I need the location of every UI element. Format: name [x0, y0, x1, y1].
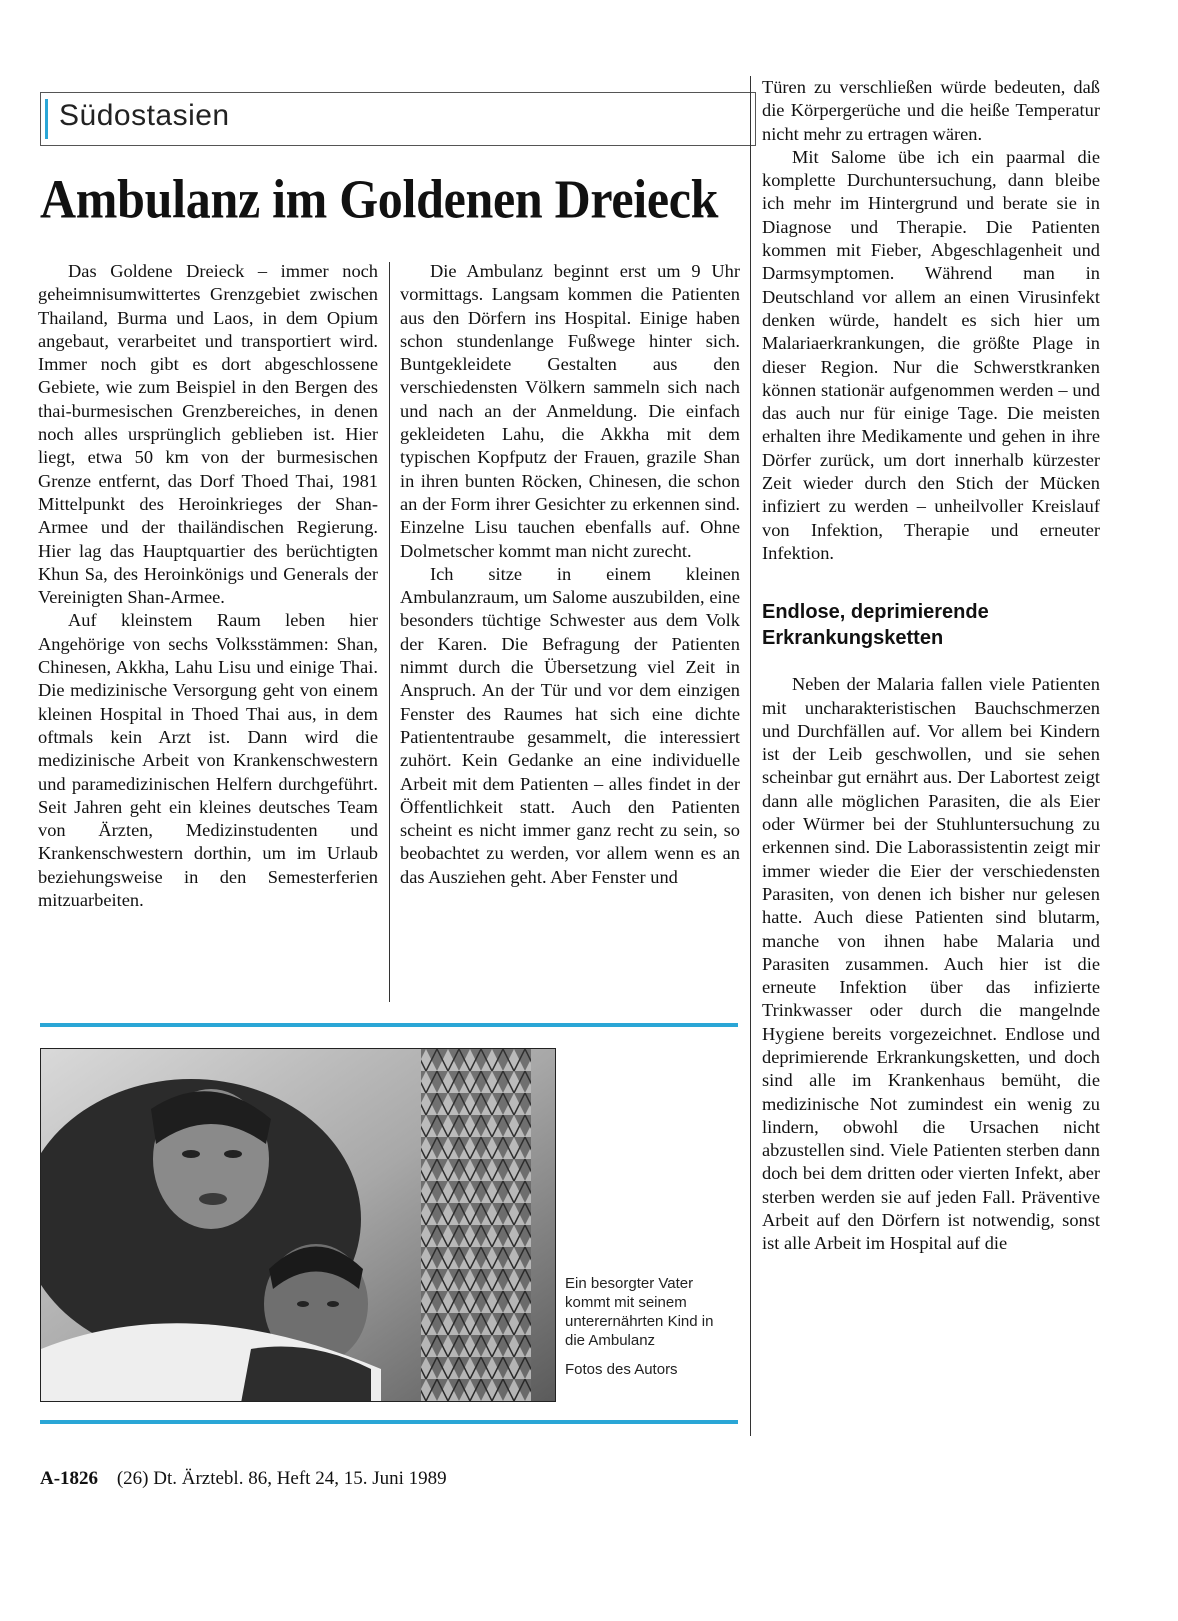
paragraph: Die Ambulanz beginnt erst um 9 Uhr vormittags. Langsam kommen die Patienten aus den Dörfern ins Hospital. Einige haben schon stundenlange Fußwege hinter sich. Buntgekleidete Gestalten aus den verschiedensten Völkern sammeln sich nach und nach an der Anmeldung. Die einfach gekleideten Lahu, die Akkha mit dem typischen Kopfputz der Frauen, grazile Shan in ihren bunten Röcken, Chinesen, die schon an der Form ihrer Gesichter zu erkennen sind. Einzelne Lisu tauchen ebenfalls auf. Ohne Dolmetscher kommt man nicht zurecht.	[400, 261, 740, 561]
paragraph: Mit Salome übe ich ein paarmal die komplette Durchuntersuchung, dann bleibe ich mehr im Hintergrund und berate sie in Diagnose und Therapie. Die Patienten kommen mit Fieber, Abgeschlagenheit und Darmsymptomen. Während man in Deutschland vor allem an einen Virusinfekt denken würde, handelt es sich hier um Malariaerkrankungen, die größte Plage in dieser Region. Nur die Schwerstkranken können stationär aufgenommen werden – und das auch nur für einige Tage. Die meisten erhalten ihre Medikamente und gehen in ihre Dörfer zurück, um dort innerhalb kürzester Zeit wieder durch den Stich der Mücken infiziert zu werden – unheilvoller Kreislauf von Infektion, Therapie und erneuter Infektion.	[762, 146, 1100, 563]
photo-rule-bottom	[40, 1420, 738, 1424]
journal-citation: (26) Dt. Ärztebl. 86, Heft 24, 15. Juni 1989	[116, 1468, 447, 1489]
photo-credit: Fotos des Autors	[565, 1361, 678, 1378]
section-accent-bar	[45, 99, 48, 139]
paragraph: Auf kleinstem Raum leben hier Angehörige von sechs Volksstämmen: Shan, Chinesen, Akkha, Lahu Lisu und einige Thai. Die medizinische Versorgung geht von einem kleinen Hospital in Thoed Thai aus, in dem oftmals kein Arzt ist. Dann wird die medizinische Arbeit von Krankenschwestern und paramedizinischen Helfern durchgeführt. Seit Jahren geht ein kleines deutsches Team von Ärzten, Medizinstudenten und Krankenschwestern dorthin, um im Urlaub beziehungsweise in den Semesterferien mitzuarbeiten.	[38, 610, 378, 911]
column-3	[762, 76, 1100, 1256]
page-footer	[40, 1468, 447, 1490]
paragraph: Neben der Malaria fallen viele Patienten mit uncharakteristischen Bauchschmerzen und Durchfällen auf. Vor allem bei Kindern ist der Leib geschwollen, und sie sehen scheinbar gut ernährt aus. Der Labortest zeigt dann alle möglichen Parasiten, die als Eier oder Würmer bei der Stuhluntersuchung zu erkennen sind. Die Laborassistentin zeigt mir immer wieder die Eier der verschiedensten Parasiten, von denen ich bisher nur gelesen hatte. Auch diese Patienten sind blutarm, manche von ihnen habe Malaria und Parasiten zusammen. Auch hier ist die erneute Infektion über das infizierte Trinkwasser oder durch die mangelnde Hygiene bereits vorgezeichnet. Endlose und deprimierende Erkrankungsketten, und doch sind alle im Krankenhaus bemüht, die medizinische Not zumindest ein wenig zu lindern, obwohl die Ursachen nicht abzustellen sind. Viele Patienten sterben dann doch bei dem dritten oder vierten Infekt, aber sterben werden sie auf jeden Fall. Präventive Arbeit auf den Dörfern ist notwendig, sonst ist alle Arbeit im Hospital auf die	[762, 674, 1100, 1254]
paragraph: Ich sitze in einem kleinen Ambulanzraum, um Salome auszubilden, eine besonders tüchtige Schwester aus dem Volk der Karen. Die Befragung der Patienten nimmt durch die Übersetzung viel Zeit in Anspruch. An der Tür und vor dem einzigen Fenster des Raumes hat sich eine dichte Patiententraube gesammelt, die interessiert zuhört. Kein Gedanke an eine individuelle Arbeit mit dem Patienten – alles findet in der Öffentlichkeit statt. Auch den Patienten scheint es nicht immer ganz recht zu sein, so beobachtet zu werden, vor allem wenn es an das Ausziehen geht. Aber Fenster und	[400, 563, 740, 887]
column-divider	[750, 76, 751, 1436]
section-box	[40, 92, 756, 146]
paragraph: Das Goldene Dreieck – immer noch geheimnisumwittertes Grenzgebiet zwischen Thailand, Burma und Laos, in dem Opium angebaut, verarbeitet und transportiert wird. Immer noch gibt es dort abgeschlossene Gebiete, wie zum Beispiel in den Bergen des thai-burmesischen Grenzbereiches, in denen noch alles ursprünglich geblieben ist. Hier liegt, etwa 50 km von der burmesischen Grenze entfernt, das Dorf Thoed Thai, 1981 Mittelpunkt des Heroinkrieges der Shan-Armee und der thailändischen Regierung. Hier lag das Hauptquartier des berüchtigten Khun Sa, des Heroinkönigs und Generals der Vereinigten Shan-Armee.	[38, 261, 378, 608]
article-photo	[40, 1048, 556, 1402]
column-2	[400, 260, 740, 889]
column-1	[38, 260, 378, 912]
paragraph: Türen zu verschließen würde bedeuten, daß die Körpergerüche und die heiße Temperatur nicht mehr zu ertragen wären.	[762, 77, 1100, 144]
photo-caption	[565, 1274, 735, 1379]
page-number: A-1826	[40, 1468, 99, 1489]
section-label: Südostasien	[59, 99, 230, 132]
article-headline: Ambulanz im Goldenen Dreieck	[40, 168, 719, 230]
caption-text: Ein besorgter Vater kommt mit seinem unterernährten Kind in die Ambulanz	[565, 1275, 714, 1349]
subheading: Endlose, deprimierende Erkrankungsketten	[762, 601, 989, 650]
photo-rule-top	[40, 1023, 738, 1027]
column-divider	[389, 262, 390, 1002]
